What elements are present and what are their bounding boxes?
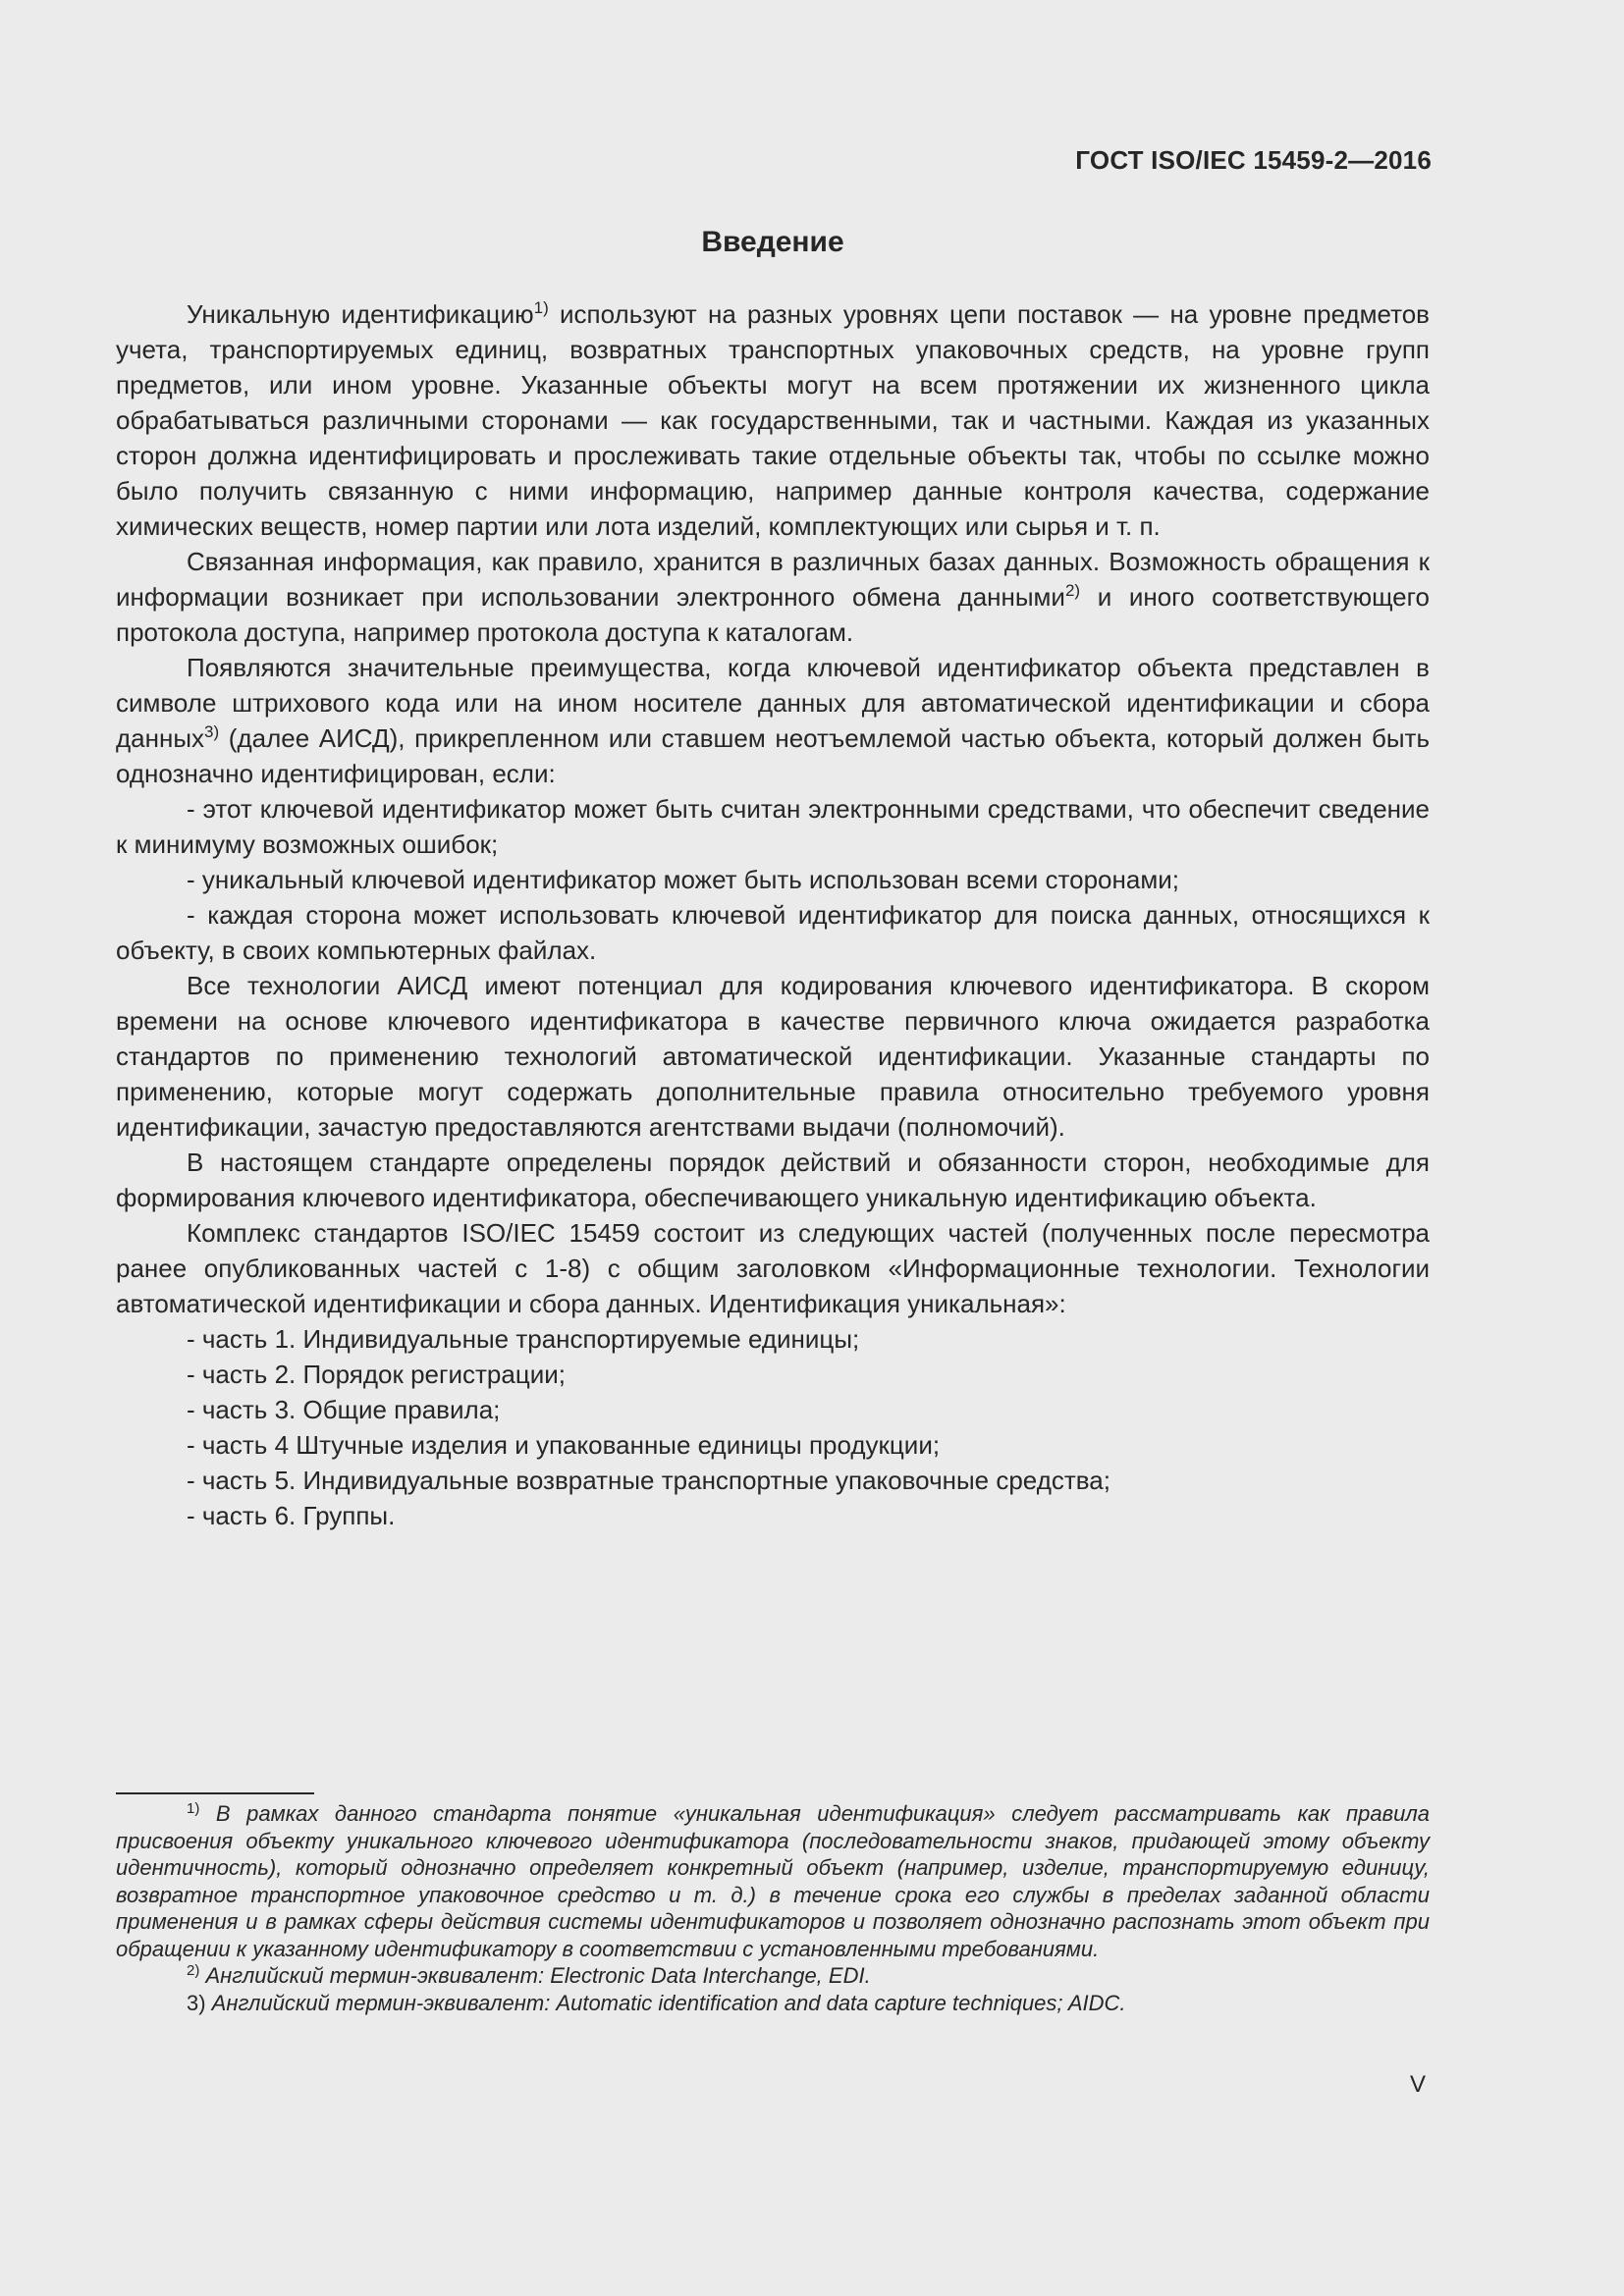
paragraph-1-text-a: Уникальную идентификацию <box>187 299 534 329</box>
part-list-item: - часть 6. Группы. <box>187 1501 396 1530</box>
paragraph-1-text-b: используют на разных уровнях цепи поставок — на уровне предметов учета, транспортируемых единиц, возвратных транспортных упаковочных средств, на уровне групп предметов, или ином уровне. Указанные объекты могут на всем протяжении их жизненного цикла обрабатываться различными сторонами — как государственными, так и частными. Каждая из указанных сторон должна идентифицировать и прослеживать такие отдельные объекты так, чтобы по ссылке можно было получить связанную с ними информацию, например данные контроля качества, содержание химических веществ, номер партии или лота изделий, комплектующих или сырья и т. п. <box>116 299 1430 541</box>
paragraph-2 <box>116 544 1430 650</box>
footnote-ref-2: 2) <box>1064 581 1081 600</box>
bullet-item: - уникальный ключевой идентификатор может быть использован всеми сторонами; <box>187 865 1179 894</box>
section-title: Введение <box>701 226 844 258</box>
paragraph-1 <box>116 296 1430 544</box>
paragraph-3-text-a: Появляются значительные преимущества, когда ключевой идентификатор объекта представлен в символе штрихового кода или на ином носителе данных для автоматической идентификации и сбора данных <box>116 653 1430 753</box>
footnote-1-text: В рамках данного стандарта понятие «уникальная идентификация» следует рассматривать как правила присвоения объекту уникального ключевого идентификатора (последовательности знаков, придающей этому объекту идентичность), который однозначно определяет конкретный объект (например, изделие, транспортируемую единицу, возвратное транспортное упаковочное средство и т. д.) в течение срока его службы в пределах заданной области применения и в рамках сферы действия системы идентификаторов и позволяет однозначно распознать этот объект при обращении к указанному идентификатору в соответствии с установленными требованиями. <box>116 1801 1430 1961</box>
footnote-divider <box>116 1792 314 1794</box>
footnote-mark-3: 3) <box>187 1990 206 2015</box>
page-number: V <box>1409 2071 1426 2098</box>
part-list-item: - часть 4 Штучные изделия и упакованные единицы продукции; <box>187 1430 941 1460</box>
footnote-3-text: Английский термин-эквивалент: Automatic identification and data capture techniques; AIDC. <box>205 1990 1126 2015</box>
footnote-2-text: Английский термин-эквивалент: Electronic Data Interchange, EDI. <box>199 1963 871 1988</box>
footnote-2 <box>116 1962 1430 1990</box>
paragraph-4: Все технологии АИСД имеют потенциал для кодирования ключевого идентификатора. В скором времени на основе ключевого идентификатора в качестве первичного ключа ожидается разработка стандартов по применению технологий автоматической идентификации. Указанные стандарты по применению, которые могут содержать дополнительные правила относительно требуемого уровня идентификации, зачастую предоставляются агентствами выдачи (полномочий). <box>116 971 1430 1142</box>
bullet-item: - этот ключевой идентификатор может быть считан электронными средствами, что обеспечит сведение к минимуму возможных ошибок; <box>116 794 1430 859</box>
footnote-mark-1: 1) <box>187 1800 200 1817</box>
body-text <box>116 296 1430 1533</box>
part-list-item: - часть 5. Индивидуальные возвратные транспортные упаковочные средства; <box>187 1466 1110 1495</box>
paragraph-6: Комплекс стандартов ISO/IEC 15459 состоит из следующих частей (полученных после пересмотра ранее опубликованных частей с 1-8) с общим заголовком «Информационные технологии. Технологии автоматической идентификации и сбора данных. Идентификация уникальная»: <box>116 1218 1430 1318</box>
footnote-ref-1: 1) <box>533 298 549 317</box>
footnote-3 <box>116 1990 1430 2017</box>
paragraph-2-text-a: Связанная информация, как правило, хранится в различных базах данных. Возможность обращения к информации возникает при использовании электронного обмена данными <box>116 547 1430 612</box>
paragraph-3 <box>116 650 1430 791</box>
part-list-item: - часть 1. Индивидуальные транспортируемые единицы; <box>187 1324 860 1354</box>
paragraph-3-text-b: (далее АИСД), прикрепленном или ставшем неотъемлемой частью объекта, который должен быть однозначно идентифицирован, если: <box>116 723 1430 788</box>
part-list-item: - часть 3. Общие правила; <box>187 1395 501 1424</box>
bullet-item: - каждая сторона может использовать ключевой идентификатор для поиска данных, относящихся к объекту, в своих компьютерных файлах. <box>116 900 1430 965</box>
paragraph-2-text-b: и иного соответствующего протокола доступа, например протокола доступа к каталогам. <box>116 582 1430 647</box>
footnote-ref-3: 3) <box>204 722 220 741</box>
footnotes <box>116 1800 1430 2016</box>
footnote-1 <box>116 1800 1430 1962</box>
paragraph-5: В настоящем стандарте определены порядок действий и обязанности сторон, необходимые для формирования ключевого идентификатора, обеспечивающего уникальную идентификацию объекта. <box>116 1148 1430 1212</box>
footnote-mark-2: 2) <box>187 1962 200 1979</box>
document-code-header: ГОСТ ISO/IEC 15459-2—2016 <box>1075 145 1432 175</box>
part-list-item: - часть 2. Порядок регистрации; <box>187 1360 567 1389</box>
